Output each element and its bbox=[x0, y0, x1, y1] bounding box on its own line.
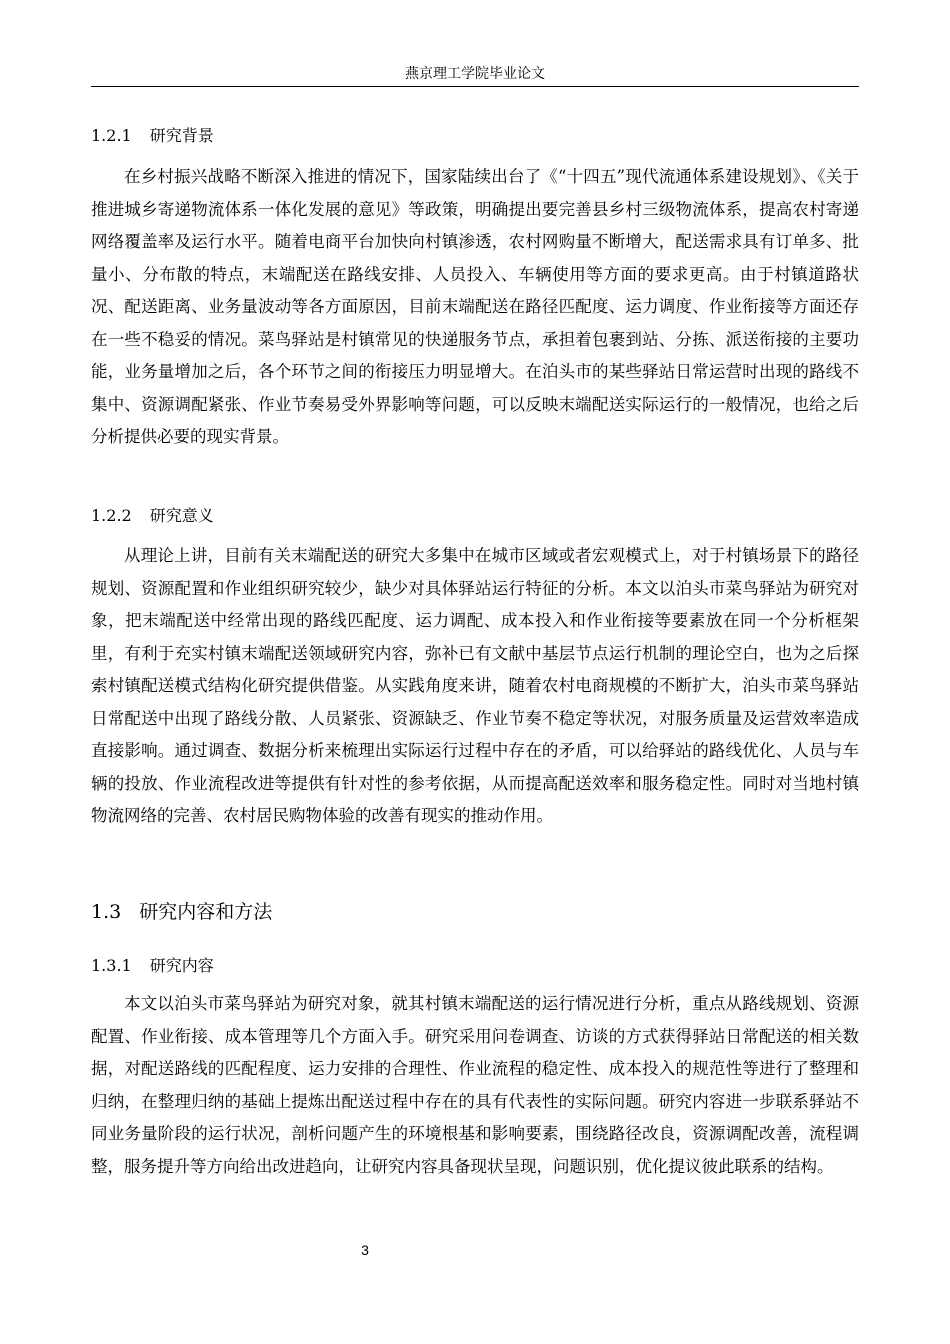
section-number: 1.2.1 bbox=[91, 126, 132, 145]
section-title: 研究意义 bbox=[149, 506, 214, 525]
paragraph-research-significance: 从理论上讲，目前有关末端配送的研究大多集中在城市区域或者宏观模式上，对于村镇场景下的路径规划、资源配置和作业组织研究较少，缺少对具体驿站运行特征的分析。本文以泊头市菜鸟驿站为研究对象，把末端配送中经常出现的路线匹配度、运力调配、成本投入和作业衔接等要素放在同一个分析框架里，有利于充实村镇末端配送领域研究内容，弥补已有文献中基层节点运行机制的理论空白，也为之后探索村镇配送模式结构化研究提供借鉴。从实践角度来讲，随着农村电商规模的不断扩大，泊头市菜鸟驿站日常配送中出现了路线分散、人员紧张、资源缺乏、作业节奏不稳定等状况，对服务质量及运营效率造成直接影响。通过调查、数据分析来梳理出实际运行过程中存在的矛盾，可以给驿站的路线优化、人员与车辆的投放、作业流程改进等提供有针对性的参考依据，从而提高配送效率和服务稳定性。同时对当地村镇物流网络的完善、农村居民购物体验的改善有现实的推动作用。 bbox=[91, 546, 859, 825]
section-heading-1-3-1 bbox=[91, 954, 859, 978]
section-title: 研究内容 bbox=[149, 956, 214, 975]
section-number: 1.3.1 bbox=[91, 956, 132, 975]
section-heading-1-3 bbox=[91, 897, 859, 927]
page-header bbox=[91, 62, 859, 87]
header-title: 燕京理工学院毕业论文 bbox=[405, 66, 545, 82]
section-title: 研究背景 bbox=[149, 126, 214, 145]
section-number: 1.3 bbox=[91, 901, 122, 923]
page-number: 3 bbox=[361, 1242, 369, 1258]
section-heading-1-2-2 bbox=[91, 504, 859, 528]
paragraph-research-content: 本文以泊头市菜鸟驿站为研究对象，就其村镇末端配送的运行情况进行分析，重点从路线规划、资源配置、作业衔接、成本管理等几个方面入手。研究采用问卷调查、访谈的方式获得驿站日常配送的相关数据，对配送路线的匹配程度、运力安排的合理性、作业流程的稳定性、成本投入的规范性等进行了整理和归纳，在整理归纳的基础上提炼出配送过程中存在的具有代表性的实际问题。研究内容进一步联系驿站不同业务量阶段的运行状况，剖析问题产生的环境根基和影响要素，围绕路径改良，资源调配改善，流程调整，服务提升等方向给出改进趋向，让研究内容具备现状呈现，问题识别，优化提议彼此联系的结构。 bbox=[91, 994, 859, 1176]
paragraph-research-background: 在乡村振兴战略不断深入推进的情况下，国家陆续出台了《“十四五”现代流通体系建设规划》、《关于推进城乡寄递物流体系一体化发展的意见》等政策，明确提出要完善县乡村三级物流体系，提高农村寄递网络覆盖率及运行水平。随着电商平台加快向村镇渗透，农村网购量不断增大，配送需求具有订单多、批量小、分布散的特点，末端配送在路线安排、人员投入、车辆使用等方面的要求更高。由于村镇道路状况、配送距离、业务量波动等各方面原因，目前末端配送在路径匹配度、运力调度、作业衔接等方面还存在一些不稳妥的情况。菜鸟驿站是村镇常见的快递服务节点，承担着包裹到站、分拣、派送衔接的主要功能，业务量增加之后，各个环节之间的衔接压力明显增大。在泊头市的某些驿站日常运营时出现的路线不集中、资源调配紧张、作业节奏易受外界影响等问题，可以反映末端配送实际运行的一般情况，也给之后分析提供必要的现实背景。 bbox=[91, 167, 859, 446]
section-number: 1.2.2 bbox=[91, 506, 132, 525]
section-title: 研究内容和方法 bbox=[139, 901, 273, 923]
section-heading-1-2-1 bbox=[91, 124, 859, 148]
